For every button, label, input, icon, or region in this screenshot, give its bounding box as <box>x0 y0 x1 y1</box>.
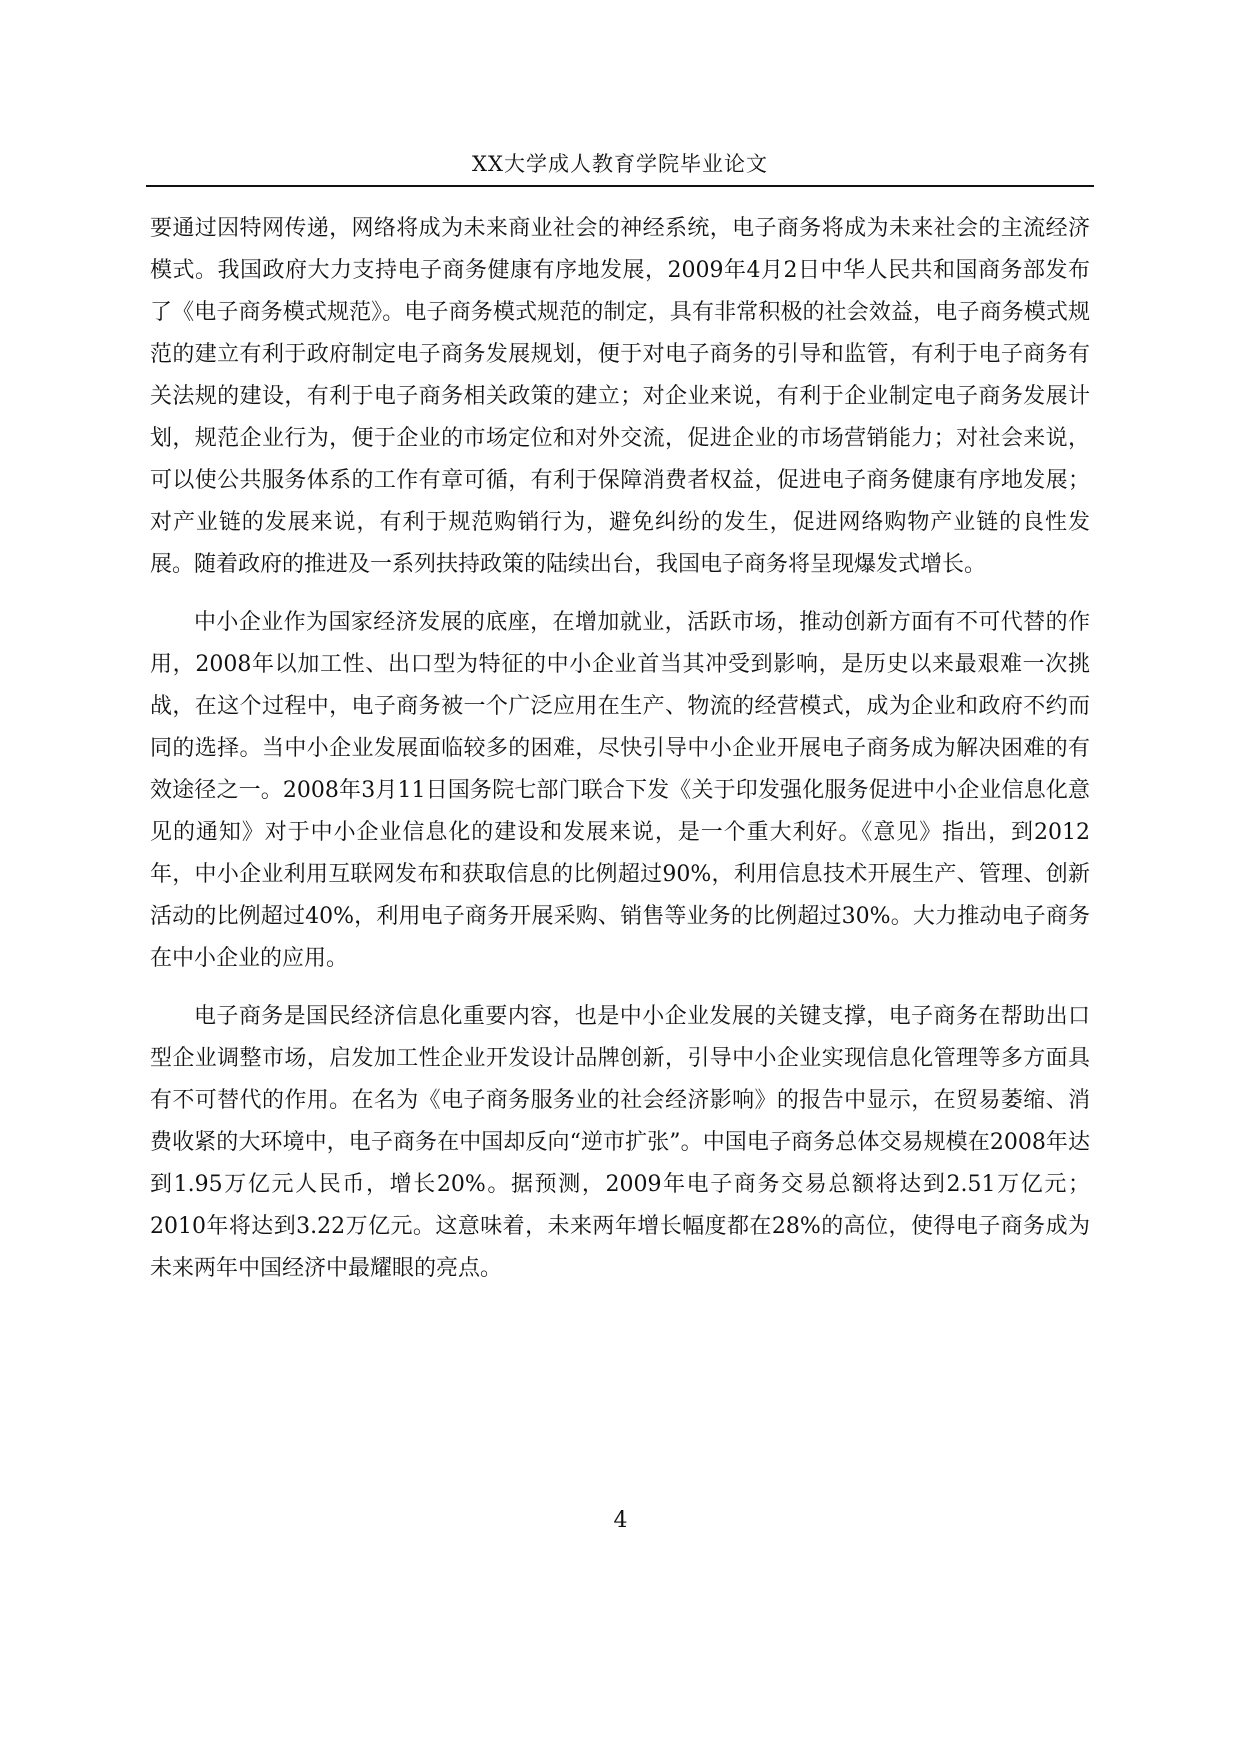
paragraph-gap <box>150 980 1090 996</box>
paragraph-sme: 中小企业作为国家经济发展的底座，在增加就业，活跃市场，推动创新方面有不可代替的作用，2008年以加工性、出口型为特征的中小企业首当其冲受到影响，是历史以来最艰难一次挑战，在这个过程中，电子商务被一个广泛应用在生产、物流的经营模式，成为企业和政府不约而同的选择。当中小企业发展面临较多的困难，尽快引导中小企业开展电子商务成为解决困难的有效途径之一。2008年3月11日国务院七部门联合下发《关于印发强化服务促进中小企业信息化意见的通知》对于中小企业信息化的建设和发展来说，是一个重大利好。《意见》指出，到2012年，中小企业利用互联网发布和获取信息的比例超过90%，利用信息技术开展生产、管理、创新活动的比例超过40%，利用电子商务开展采购、销售等业务的比例超过30%。大力推动电子商务在中小企业的应用。 <box>150 610 1090 971</box>
paragraph-continued: 要通过因特网传递，网络将成为未来商业社会的神经系统，电子商务将成为未来社会的主流经济模式。我国政府大力支持电子商务健康有序地发展，2009年4月2日中华人民共和国商务部发布了《电子商务模式规范》。电子商务模式规范的制定，具有非常积极的社会效益，电子商务模式规范的建立有利于政府制定电子商务发展规划，便于对电子商务的引导和监管，有利于电子商务有关法规的建设，有利于电子商务相关政策的建立；对企业来说，有利于企业制定电子商务发展计划，规范企业行为，便于企业的市场定位和对外交流，促进企业的市场营销能力；对社会来说，可以使公共服务体系的工作有章可循，有利于保障消费者权益，促进电子商务健康有序地发展；对产业链的发展来说，有利于规范购销行为，避免纠纷的发生，促进网络购物产业链的良性发展。随着政府的推进及一系列扶持政策的陆续出台，我国电子商务将呈现爆发式增长。 <box>150 216 1090 577</box>
body-text <box>150 208 1090 1290</box>
header-rule <box>146 185 1094 187</box>
paragraph-gap <box>150 586 1090 602</box>
page-number: 4 <box>613 1508 628 1533</box>
running-header: XX大学成人教育学院毕业论文 <box>472 152 768 176</box>
paragraph-ecommerce: 电子商务是国民经济信息化重要内容，也是中小企业发展的关键支撑，电子商务在帮助出口型企业调整市场，启发加工性企业开发设计品牌创新，引导中小企业实现信息化管理等多方面具有不可替代的作用。在名为《电子商务服务业的社会经济影响》的报告中显示，在贸易萎缩、消费收紧的大环境中，电子商务在中国却反向“逆市扩张”。中国电子商务总体交易规模在2008年达到1.95万亿元人民币，增长20%。据预测，2009年电子商务交易总额将达到2.51万亿元；2010年将达到3.22万亿元。这意味着，未来两年增长幅度都在28%的高位，使得电子商务成为未来两年中国经济中最耀眼的亮点。 <box>150 1004 1090 1281</box>
